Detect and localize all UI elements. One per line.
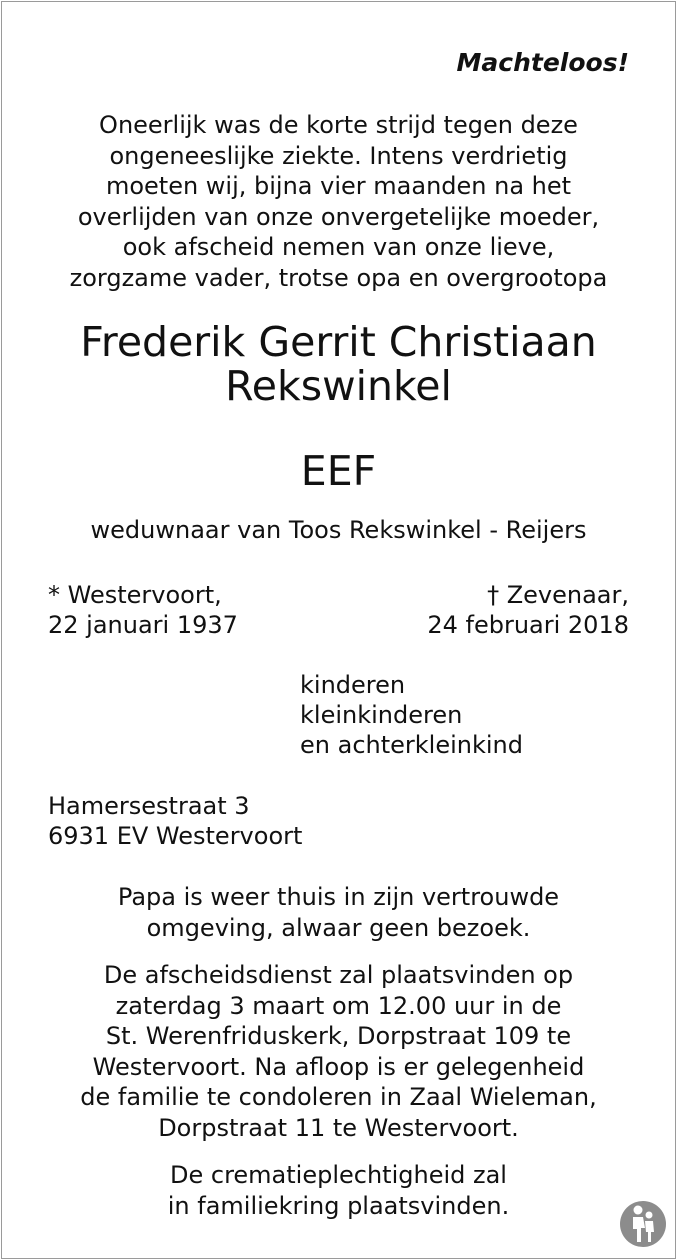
service-line: Westervoort. Na afloop is er gelegenheid: [92, 1052, 585, 1081]
deceased-name: [2, 320, 675, 408]
visit-line: Papa is weer thuis in zijn vertrouwde: [117, 883, 560, 911]
service-line: de familie te condoleren in Zaal Wieleman,: [80, 1083, 597, 1112]
intro-line: ook afscheid nemen van onze lieve,: [122, 233, 555, 262]
intro-line: moeten wij, bijna vier maanden na het: [105, 172, 572, 201]
intro-text: [2, 110, 675, 294]
deceased-surname: Rekswinkel: [225, 362, 452, 410]
death-info: [427, 580, 629, 640]
intro-line: zorgzame vader, trotse opa en overgrootopa: [69, 263, 608, 292]
service-line: Dorpstraat 11 te Westervoort.: [158, 1113, 519, 1142]
service-line: De afscheidsdienst zal plaatsvinden op: [103, 961, 574, 989]
nickname: EEF: [300, 447, 377, 495]
service-details: [2, 960, 675, 1144]
service-line: St. Werenfriduskerk, Dorpstraat 109 te: [105, 1022, 572, 1051]
visit-line: omgeving, alwaar geen bezoek.: [146, 913, 531, 942]
motto: Machteloos!: [456, 48, 629, 77]
intro-line: ongeneeslijke ziekte. Intens verdrietig: [109, 141, 568, 170]
memorial-figure-icon: [619, 1198, 667, 1250]
family-item: en achterkleinkind: [300, 731, 523, 759]
address-street: Hamersestraat 3: [48, 792, 250, 820]
family-item: kleinkinderen: [300, 701, 463, 729]
family-list: [300, 670, 523, 760]
visit-note: [2, 882, 675, 943]
death-date: 24 februari 2018: [427, 611, 629, 639]
intro-line: Oneerlijk was de korte strijd tegen deze: [99, 111, 578, 139]
intro-line: overlijden van onze onvergetelijke moeder,: [77, 202, 600, 231]
address: [48, 791, 302, 851]
service-line: zaterdag 3 maart om 12.00 uur in de: [115, 991, 562, 1020]
death-place: † Zevenaar,: [487, 581, 629, 609]
birth-place: * Westervoort,: [48, 581, 222, 609]
family-item: kinderen: [300, 671, 406, 699]
cremation-note: [2, 1160, 675, 1221]
obituary-card: [1, 1, 676, 1259]
cremation-line: De crematieplechtigheid zal: [170, 1161, 507, 1189]
address-city: 6931 EV Westervoort: [48, 822, 303, 850]
birth-info: [48, 580, 238, 640]
cremation-line: in familiekring plaatsvinden.: [167, 1191, 510, 1220]
deceased-given-names: Frederik Gerrit Christiaan: [80, 318, 597, 366]
widower-of: weduwnaar van Toos Rekswinkel - Reijers: [90, 516, 587, 544]
birth-date: 22 januari 1937: [48, 611, 238, 639]
